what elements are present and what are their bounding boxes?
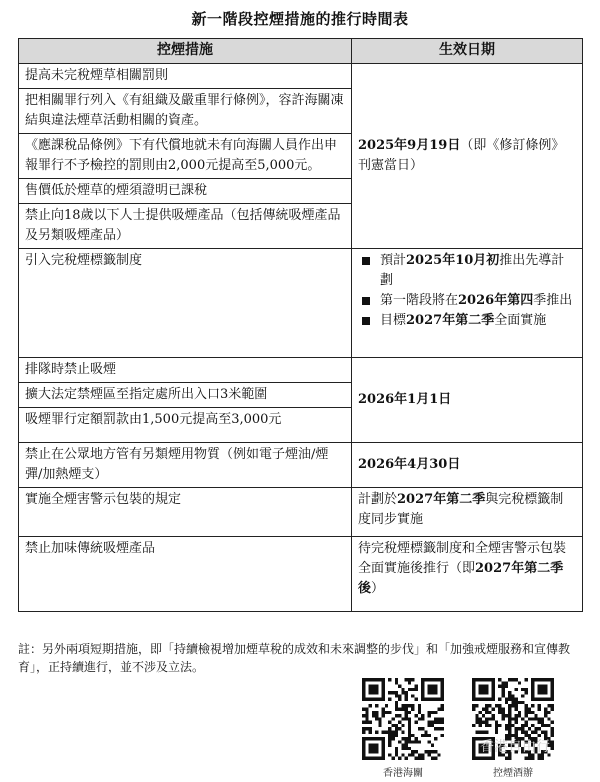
bullet-list: [358, 251, 576, 331]
qr-label-tobacco-office: 控煙酒辦: [493, 768, 533, 779]
list-item: 目標2027年第二季全面實施: [358, 311, 576, 331]
schedule-table: [18, 38, 583, 612]
header-date: 生效日期: [352, 39, 583, 64]
table-row: [19, 249, 583, 358]
table-row: [19, 443, 583, 488]
square-bullet-icon: [362, 257, 370, 265]
qr-label-customs: 香港海關: [383, 768, 423, 779]
list-item: 預計2025年10月初推出先導計劃: [358, 251, 576, 291]
measure-cell: 實施全煙害警示包裝的規定: [19, 488, 352, 537]
table-header-row: [19, 39, 583, 64]
table-row: [19, 537, 583, 612]
measure-cell: 把相關罪行列入《有組織及嚴重罪行條例》，容許海關凍結與違法煙草活動相關的資產。: [19, 89, 352, 134]
measure-cell: 《應課稅品條例》下有代償地就未有向海關人員作出申報罪行不予檢控的罰則由2,000元提高至5,000元。: [19, 134, 352, 179]
square-bullet-icon: [362, 317, 370, 325]
table-row: [19, 64, 583, 89]
measure-cell: 禁止向18歲以下人士提供吸煙產品（包括傳統吸煙產品及另類吸煙產品）: [19, 204, 352, 249]
qr-code-customs-icon[interactable]: [362, 678, 444, 760]
table-row: [19, 358, 583, 383]
measure-cell: 售價低於煙草的煙須證明已課稅: [19, 179, 352, 204]
watermark: 香港自由行: [480, 739, 550, 755]
measure-cell: 擴大法定禁煙區至指定處所出入口3米範圍: [19, 383, 352, 408]
date-note: （即《修訂條例》刊憲當日）: [358, 138, 565, 173]
footnote: 註：另外兩項短期措施，即「持續檢視增加煙草稅的成效和未來調整的步伐」和「加強戒煙服務和宣傳教育」，正持續進行，並不涉及立法。: [18, 642, 571, 674]
list-item: 第一階段將在2026年第四季推出: [358, 291, 576, 311]
date-cell: 待完稅煙標籤制度和全煙害警示包裝全面實施後推行（即2027年第二季後）: [352, 537, 583, 612]
page-title: 新一階段控煙措施的推行時間表: [191, 10, 409, 28]
measure-cell: 吸煙罪行定額罰款由1,500元提高至3,000元: [19, 408, 352, 443]
measure-cell: 禁止加味傳統吸煙產品: [19, 537, 352, 612]
date-cell: [352, 249, 583, 358]
table-row: [19, 488, 583, 537]
date-cell: [352, 64, 583, 249]
square-bullet-icon: [362, 297, 370, 305]
measure-cell: 提高未完稅煙草相關罰則: [19, 64, 352, 89]
measure-cell: 排隊時禁止吸煙: [19, 358, 352, 383]
date-cell: 計劃於2027年第二季與完稅標籤制度同步實施: [352, 488, 583, 537]
date-cell: 2026年1月1日: [352, 358, 583, 443]
date-cell: 2026年4月30日: [352, 443, 583, 488]
measure-cell: 禁止在公眾地方管有另類煙用物質（例如電子煙油/煙彈/加熱煙支）: [19, 443, 352, 488]
header-measure: 控煙措施: [19, 39, 352, 64]
measure-cell: 引入完稅煙標籤制度: [19, 249, 352, 358]
date-text: 2025年9月19日: [358, 138, 461, 153]
